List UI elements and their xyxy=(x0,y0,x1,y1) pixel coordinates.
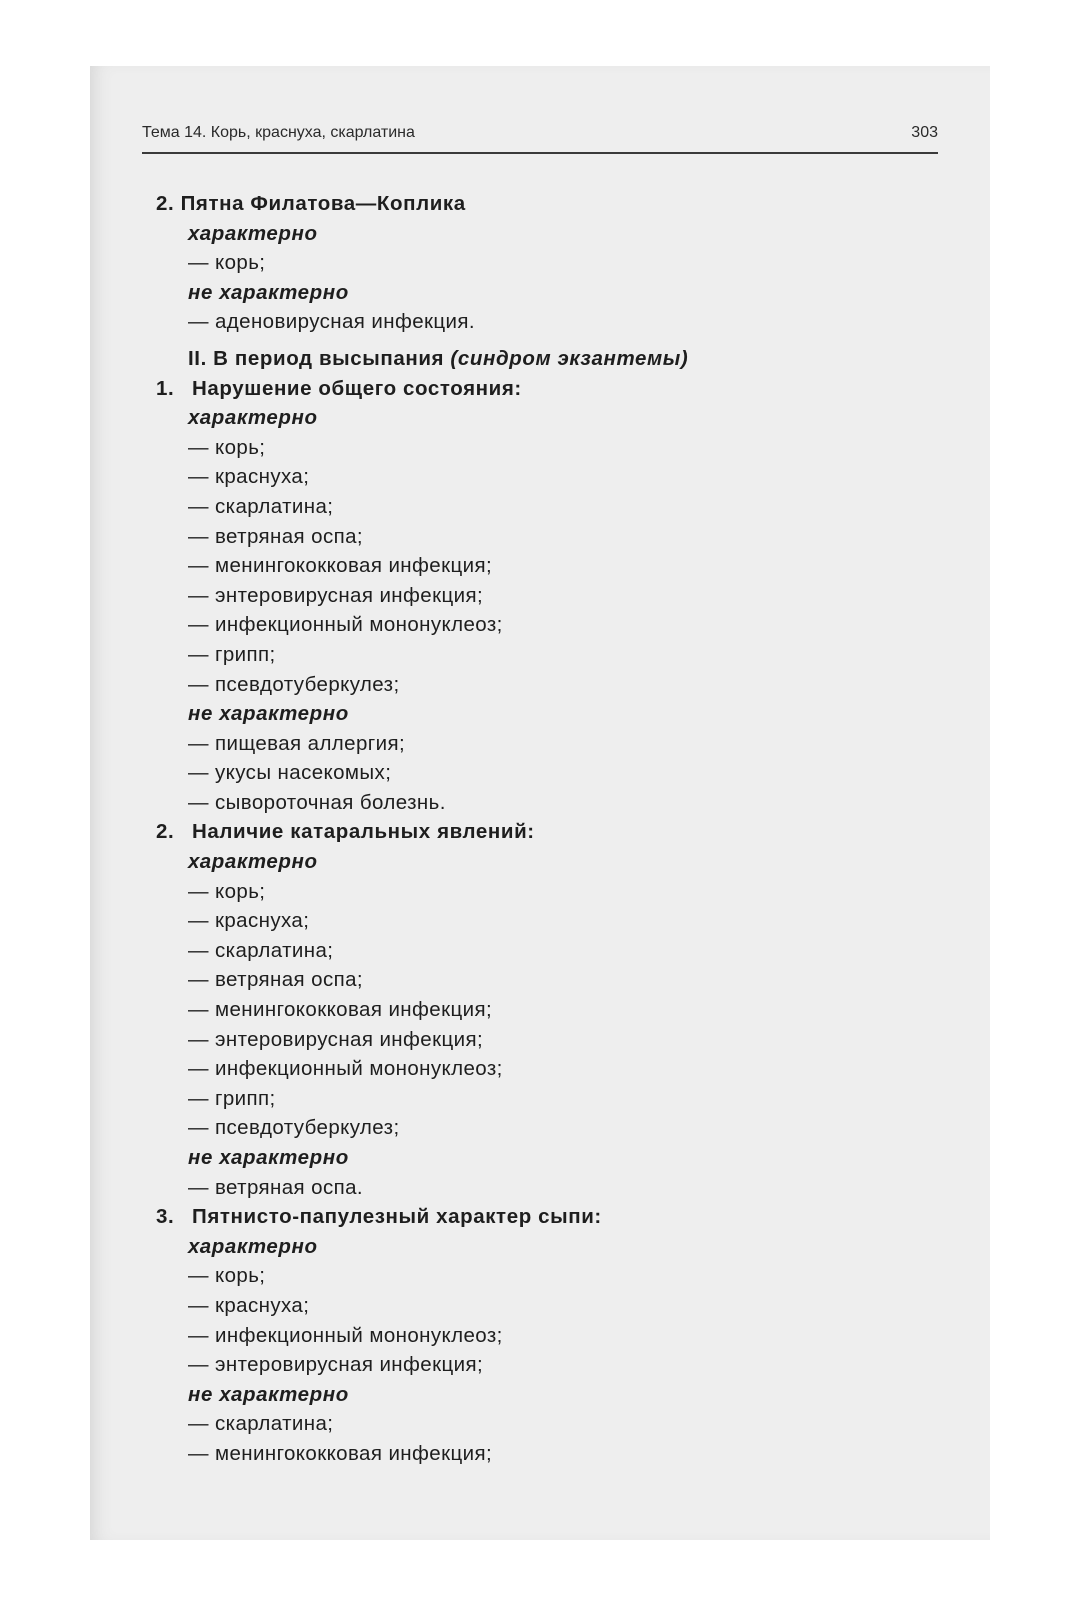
list-item: — аденовирусная инфекция. xyxy=(188,310,475,334)
list-item: — корь; xyxy=(188,879,266,903)
period-heading-emphasis: (синдром экзантемы) xyxy=(450,346,689,370)
list-item: — псевдотуберкулез; xyxy=(188,1116,400,1140)
list-item: — энтеровирусная инфекция; xyxy=(188,583,484,607)
list-item: — ветряная оспа; xyxy=(188,524,364,548)
list-item: — инфекционный мононуклеоз; xyxy=(188,1057,503,1081)
period-heading-text: II. В период высыпания xyxy=(188,346,451,370)
not-characteristic-label: не характерно xyxy=(188,1382,349,1406)
section-title: Наличие катаральных явлений: xyxy=(192,820,535,844)
not-characteristic-label: не характерно xyxy=(188,702,349,726)
characteristic-label: характерно xyxy=(188,406,318,430)
section-number: 3. xyxy=(156,1205,175,1229)
list-item: — ветряная оспа; xyxy=(188,968,364,992)
running-header xyxy=(142,118,938,154)
list-item: — менингококковая инфекция; xyxy=(188,998,493,1022)
list-item: — менингококковая инфекция; xyxy=(188,554,493,578)
list-item: — скарлатина; xyxy=(188,494,334,518)
header-title: Тема 14. Корь, краснуха, скарлатина xyxy=(142,124,415,141)
page-content xyxy=(150,189,930,1469)
list-item: — инфекционный мононуклеоз; xyxy=(188,613,503,637)
section-title: Пятнисто-папулезный характер сыпи: xyxy=(192,1205,602,1229)
book-page xyxy=(90,66,990,1540)
section-heading xyxy=(150,1202,930,1232)
list-item: — псевдотуберкулез; xyxy=(188,672,400,696)
list-item: — ветряная оспа. xyxy=(188,1175,364,1199)
list-item: — сывороточная болезнь. xyxy=(188,790,446,814)
section-title: Нарушение общего состояния: xyxy=(192,376,522,400)
section-heading xyxy=(150,817,930,847)
list-item: — корь; xyxy=(188,435,266,459)
section-heading: 2. Пятна Филатова—Коплика xyxy=(156,192,466,215)
list-item: — скарлатина; xyxy=(188,938,334,962)
list-item: — укусы насекомых; xyxy=(188,761,392,785)
page-number: 303 xyxy=(911,124,938,141)
period-heading xyxy=(150,344,930,374)
characteristic-label: характерно xyxy=(188,221,318,245)
characteristic-label: характерно xyxy=(188,1234,318,1258)
list-item: — инфекционный мононуклеоз; xyxy=(188,1323,503,1347)
list-item: — корь; xyxy=(188,1264,266,1288)
list-item: — пищевая аллергия; xyxy=(188,731,406,755)
not-characteristic-label: не характерно xyxy=(188,280,349,304)
list-item: — скарлатина; xyxy=(188,1412,334,1436)
section-number: 2. xyxy=(156,820,175,844)
list-item: — краснуха; xyxy=(188,1293,310,1317)
list-item: — энтеровирусная инфекция; xyxy=(188,1027,484,1051)
list-item: — краснуха; xyxy=(188,909,310,933)
characteristic-label: характерно xyxy=(188,850,318,874)
list-item: — корь; xyxy=(188,251,266,275)
not-characteristic-label: не характерно xyxy=(188,1146,349,1169)
list-item: — краснуха; xyxy=(188,465,310,489)
section-heading xyxy=(150,374,930,404)
section-number: 1. xyxy=(156,376,175,400)
list-item: — грипп; xyxy=(188,1086,276,1110)
list-item: — менингококковая инфекция; xyxy=(188,1441,493,1465)
list-item: — энтеровирусная инфекция; xyxy=(188,1353,484,1377)
list-item: — грипп; xyxy=(188,642,276,666)
